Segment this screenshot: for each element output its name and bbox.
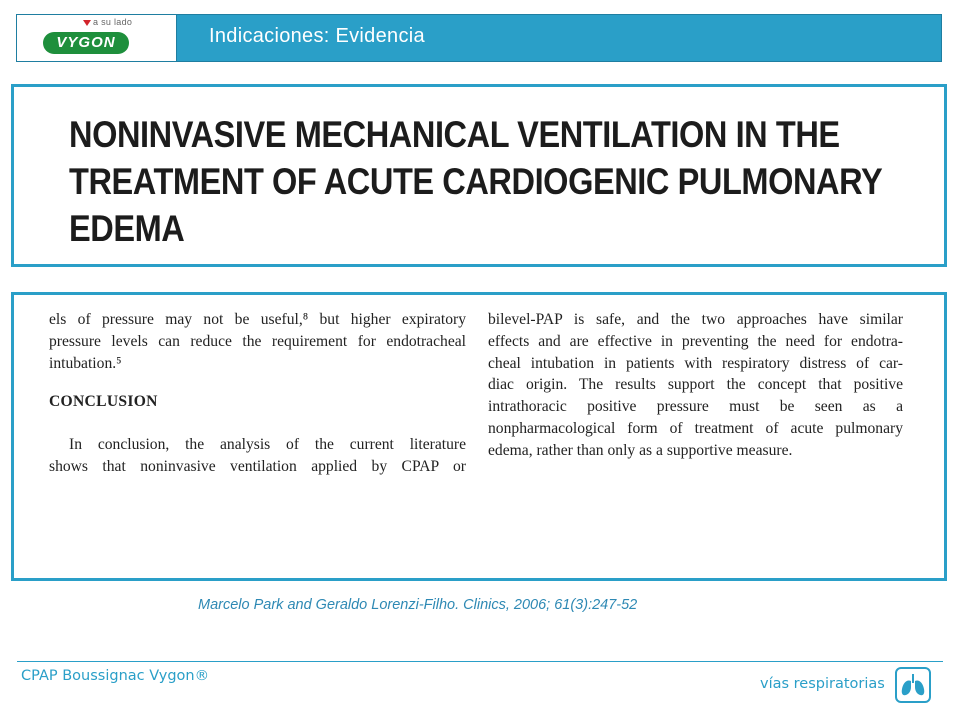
excerpt-line: edema, rather than only as a supportive measure. (488, 441, 793, 459)
logo-wordmark: VYGON (43, 32, 129, 54)
paper-title-panel (11, 84, 947, 267)
heart-icon (83, 20, 91, 26)
lungs-icon (895, 667, 931, 703)
conclusion-heading: CONCLUSION (49, 393, 158, 411)
footer-section-label: vías respiratorias (760, 676, 885, 692)
paper-title-line: NONINVASIVE MECHANICAL VENTILATION IN THE (69, 114, 840, 155)
excerpt-line: intrathoracic positive pressure must be seen as a (488, 398, 903, 416)
slide-title: Indicaciones: Evidencia (177, 15, 941, 61)
citation: Marcelo Park and Geraldo Lorenzi-Filho. Clinics, 2006; 61(3):247-52 (198, 597, 638, 613)
vygon-logo (17, 15, 177, 61)
excerpt-line: effects and are effective in preventing the need for endotra- (488, 332, 903, 350)
excerpt-line: bilevel-PAP is safe, and the two approaches have similar (488, 311, 903, 328)
excerpt-left-column (49, 309, 466, 478)
excerpt-line: diac origin. The results support the concept that positive (488, 376, 903, 394)
logo-tagline: a su lado (93, 17, 133, 27)
excerpt-line: els of pressure may not be useful,⁸ but higher expiratory (49, 311, 466, 328)
excerpt-line: nonpharmacological form of treatment of acute pulmonary (488, 419, 903, 437)
paper-title (69, 111, 883, 252)
excerpt-line: cheal intubation in patients with respiratory distress of car- (488, 354, 903, 372)
paper-excerpt-panel (11, 292, 947, 581)
excerpt-line: intubation.⁵ (49, 354, 122, 372)
lungs-icon-graphic (897, 669, 929, 701)
excerpt-line: In conclusion, the analysis of the current literature (69, 436, 466, 454)
excerpt-right-column (488, 309, 903, 462)
footer-product-name: CPAP Boussignac Vygon® (21, 668, 210, 684)
paper-title-line: EDEMA (69, 208, 185, 249)
slide-header (16, 14, 942, 62)
excerpt-line: shows that noninvasive ventilation applied by CPAP or (49, 457, 466, 475)
paper-title-line: TREATMENT OF ACUTE CARDIOGENIC PULMONARY (69, 161, 883, 202)
footer-divider (17, 661, 943, 662)
excerpt-line: pressure levels can reduce the requirement for endotracheal (49, 332, 466, 350)
